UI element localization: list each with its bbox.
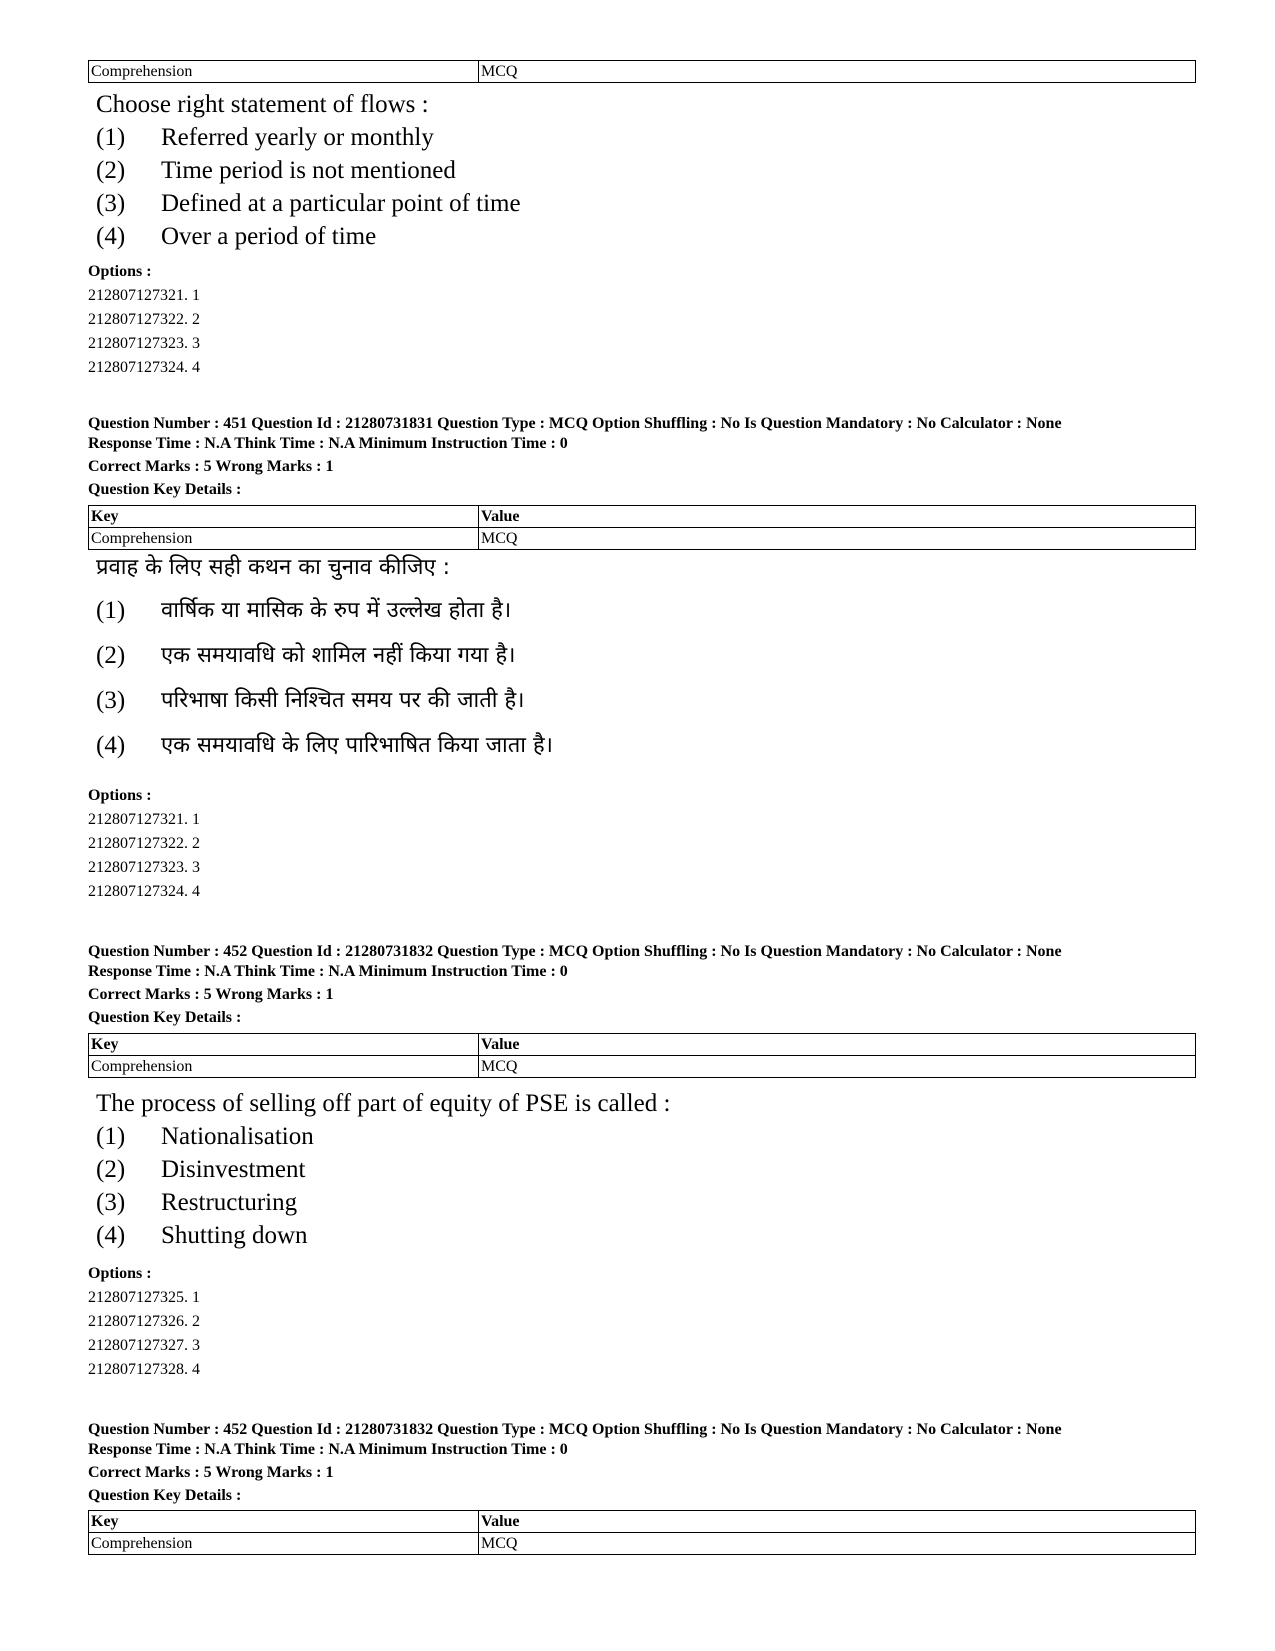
meta-line: Response Time : N.A Think Time : N.A Minimum Instruction Time : 0: [88, 963, 568, 980]
option-text: Shutting down: [161, 1222, 308, 1249]
options-label: Options :: [88, 1265, 152, 1282]
option-row: [96, 1120, 670, 1153]
option-id: 212807127328. 4: [88, 1361, 200, 1378]
key-details-label: Question Key Details :: [88, 481, 242, 498]
options-label: Options :: [88, 787, 152, 804]
option-row: [96, 723, 553, 768]
table-row: [89, 1533, 1196, 1555]
marks-line: Correct Marks : 5 Wrong Marks : 1: [88, 1464, 334, 1481]
option-row: [96, 678, 553, 723]
option-text: Referred yearly or monthly: [161, 124, 434, 151]
meta-line: Question Number : 452 Question Id : 21280731832 Question Type : MCQ Option Shuffling : No Is Question Mandatory : No Calculator : None: [88, 943, 1062, 960]
question-meta: [88, 1420, 1062, 1506]
key-details-label: Question Key Details :: [88, 1487, 242, 1504]
table-header-value: Value: [479, 1034, 1196, 1056]
option-number: (2): [96, 157, 126, 184]
option-id: 212807127324. 4: [88, 359, 200, 376]
table-header-row: [89, 506, 1196, 528]
option-id: 212807127323. 3: [88, 859, 200, 876]
option-text: Restructuring: [161, 1189, 298, 1216]
option-id: 212807127325. 1: [88, 1289, 200, 1306]
option-number: (4): [96, 223, 126, 250]
option-id: 212807127321. 1: [88, 811, 200, 828]
option-number: (1): [96, 1123, 126, 1150]
option-row: [96, 121, 521, 154]
table-cell-key: Comprehension: [89, 528, 479, 550]
meta-line: Question Number : 451 Question Id : 21280731831 Question Type : MCQ Option Shuffling : No Is Question Mandatory : No Calculator : None: [88, 415, 1062, 432]
option-number: (3): [96, 1189, 126, 1216]
option-number: (4): [96, 732, 126, 759]
option-text: Over a period of time: [161, 223, 377, 250]
option-id: 212807127326. 2: [88, 1313, 200, 1330]
table-row: [89, 61, 1196, 83]
option-id: 212807127322. 2: [88, 311, 200, 328]
option-number: (2): [96, 642, 126, 669]
option-number: (3): [96, 190, 126, 217]
option-id: 212807127321. 1: [88, 287, 200, 304]
table-header-row: [89, 1511, 1196, 1533]
key-details-label: Question Key Details :: [88, 1009, 242, 1026]
table-cell-value: MCQ: [479, 528, 1196, 550]
option-row: [96, 1219, 670, 1252]
option-text: Nationalisation: [161, 1123, 314, 1150]
option-number: (1): [96, 597, 126, 624]
question-text-hindi: [96, 548, 553, 768]
option-number: (4): [96, 1222, 126, 1249]
option-text: वार्षिक या मासिक के रुप में उल्लेख होता है।: [161, 598, 512, 623]
table-cell-key: Comprehension: [89, 1056, 479, 1078]
table-cell-key: Comprehension: [89, 61, 479, 83]
option-row: [96, 220, 521, 253]
options-block: [88, 1262, 200, 1382]
key-value-table: [88, 1510, 1196, 1555]
option-number: (2): [96, 1156, 126, 1183]
meta-line: Response Time : N.A Think Time : N.A Minimum Instruction Time : 0: [88, 435, 568, 452]
table-header-key: Key: [89, 1034, 479, 1056]
option-id: 212807127324. 4: [88, 883, 200, 900]
table-header-key: Key: [89, 506, 479, 528]
table-cell-value: MCQ: [479, 1533, 1196, 1555]
table-header-row: [89, 1034, 1196, 1056]
option-text: Time period is not mentioned: [161, 157, 456, 184]
option-id: 212807127323. 3: [88, 335, 200, 352]
marks-line: Correct Marks : 5 Wrong Marks : 1: [88, 986, 334, 1003]
option-id: 212807127327. 3: [88, 1337, 200, 1354]
options-block: [88, 260, 200, 380]
option-row: [96, 633, 553, 678]
meta-line: Question Number : 452 Question Id : 21280731832 Question Type : MCQ Option Shuffling : No Is Question Mandatory : No Calculator : None: [88, 1421, 1062, 1438]
table-cell-key: Comprehension: [89, 1533, 479, 1555]
option-row: [96, 1153, 670, 1186]
key-value-table: [88, 60, 1196, 83]
question-meta: [88, 942, 1062, 1028]
option-text: एक समयावधि के लिए पारिभाषित किया जाता है।: [161, 733, 553, 758]
options-label: Options :: [88, 263, 152, 280]
key-value-table: [88, 1033, 1196, 1078]
question-text: [96, 1087, 670, 1252]
marks-line: Correct Marks : 5 Wrong Marks : 1: [88, 458, 334, 475]
table-header-value: Value: [479, 1511, 1196, 1533]
option-row: [96, 154, 521, 187]
option-text: परिभाषा किसी निश्चित समय पर की जाती है।: [161, 688, 525, 713]
table-cell-value: MCQ: [479, 1056, 1196, 1078]
option-row: [96, 588, 553, 633]
table-header-value: Value: [479, 506, 1196, 528]
option-text: Defined at a particular point of time: [161, 190, 521, 217]
table-row: [89, 528, 1196, 550]
option-text: एक समयावधि को शामिल नहीं किया गया है।: [161, 643, 516, 668]
option-row: [96, 187, 521, 220]
table-cell-value: MCQ: [479, 61, 1196, 83]
question-stem: प्रवाह के लिए सही कथन का चुनाव कीजिए :: [96, 555, 451, 580]
table-row: [89, 1056, 1196, 1078]
option-number: (1): [96, 124, 126, 151]
meta-line: Response Time : N.A Think Time : N.A Minimum Instruction Time : 0: [88, 1441, 568, 1458]
option-number: (3): [96, 687, 126, 714]
question-stem: The process of selling off part of equity of PSE is called :: [96, 1090, 671, 1117]
options-block: [88, 784, 200, 904]
question-text: [96, 88, 521, 253]
key-value-table: [88, 505, 1196, 550]
question-stem: Choose right statement of flows :: [96, 91, 429, 118]
question-meta: [88, 414, 1062, 500]
option-text: Disinvestment: [161, 1156, 306, 1183]
table-header-key: Key: [89, 1511, 479, 1533]
option-id: 212807127322. 2: [88, 835, 200, 852]
option-row: [96, 1186, 670, 1219]
